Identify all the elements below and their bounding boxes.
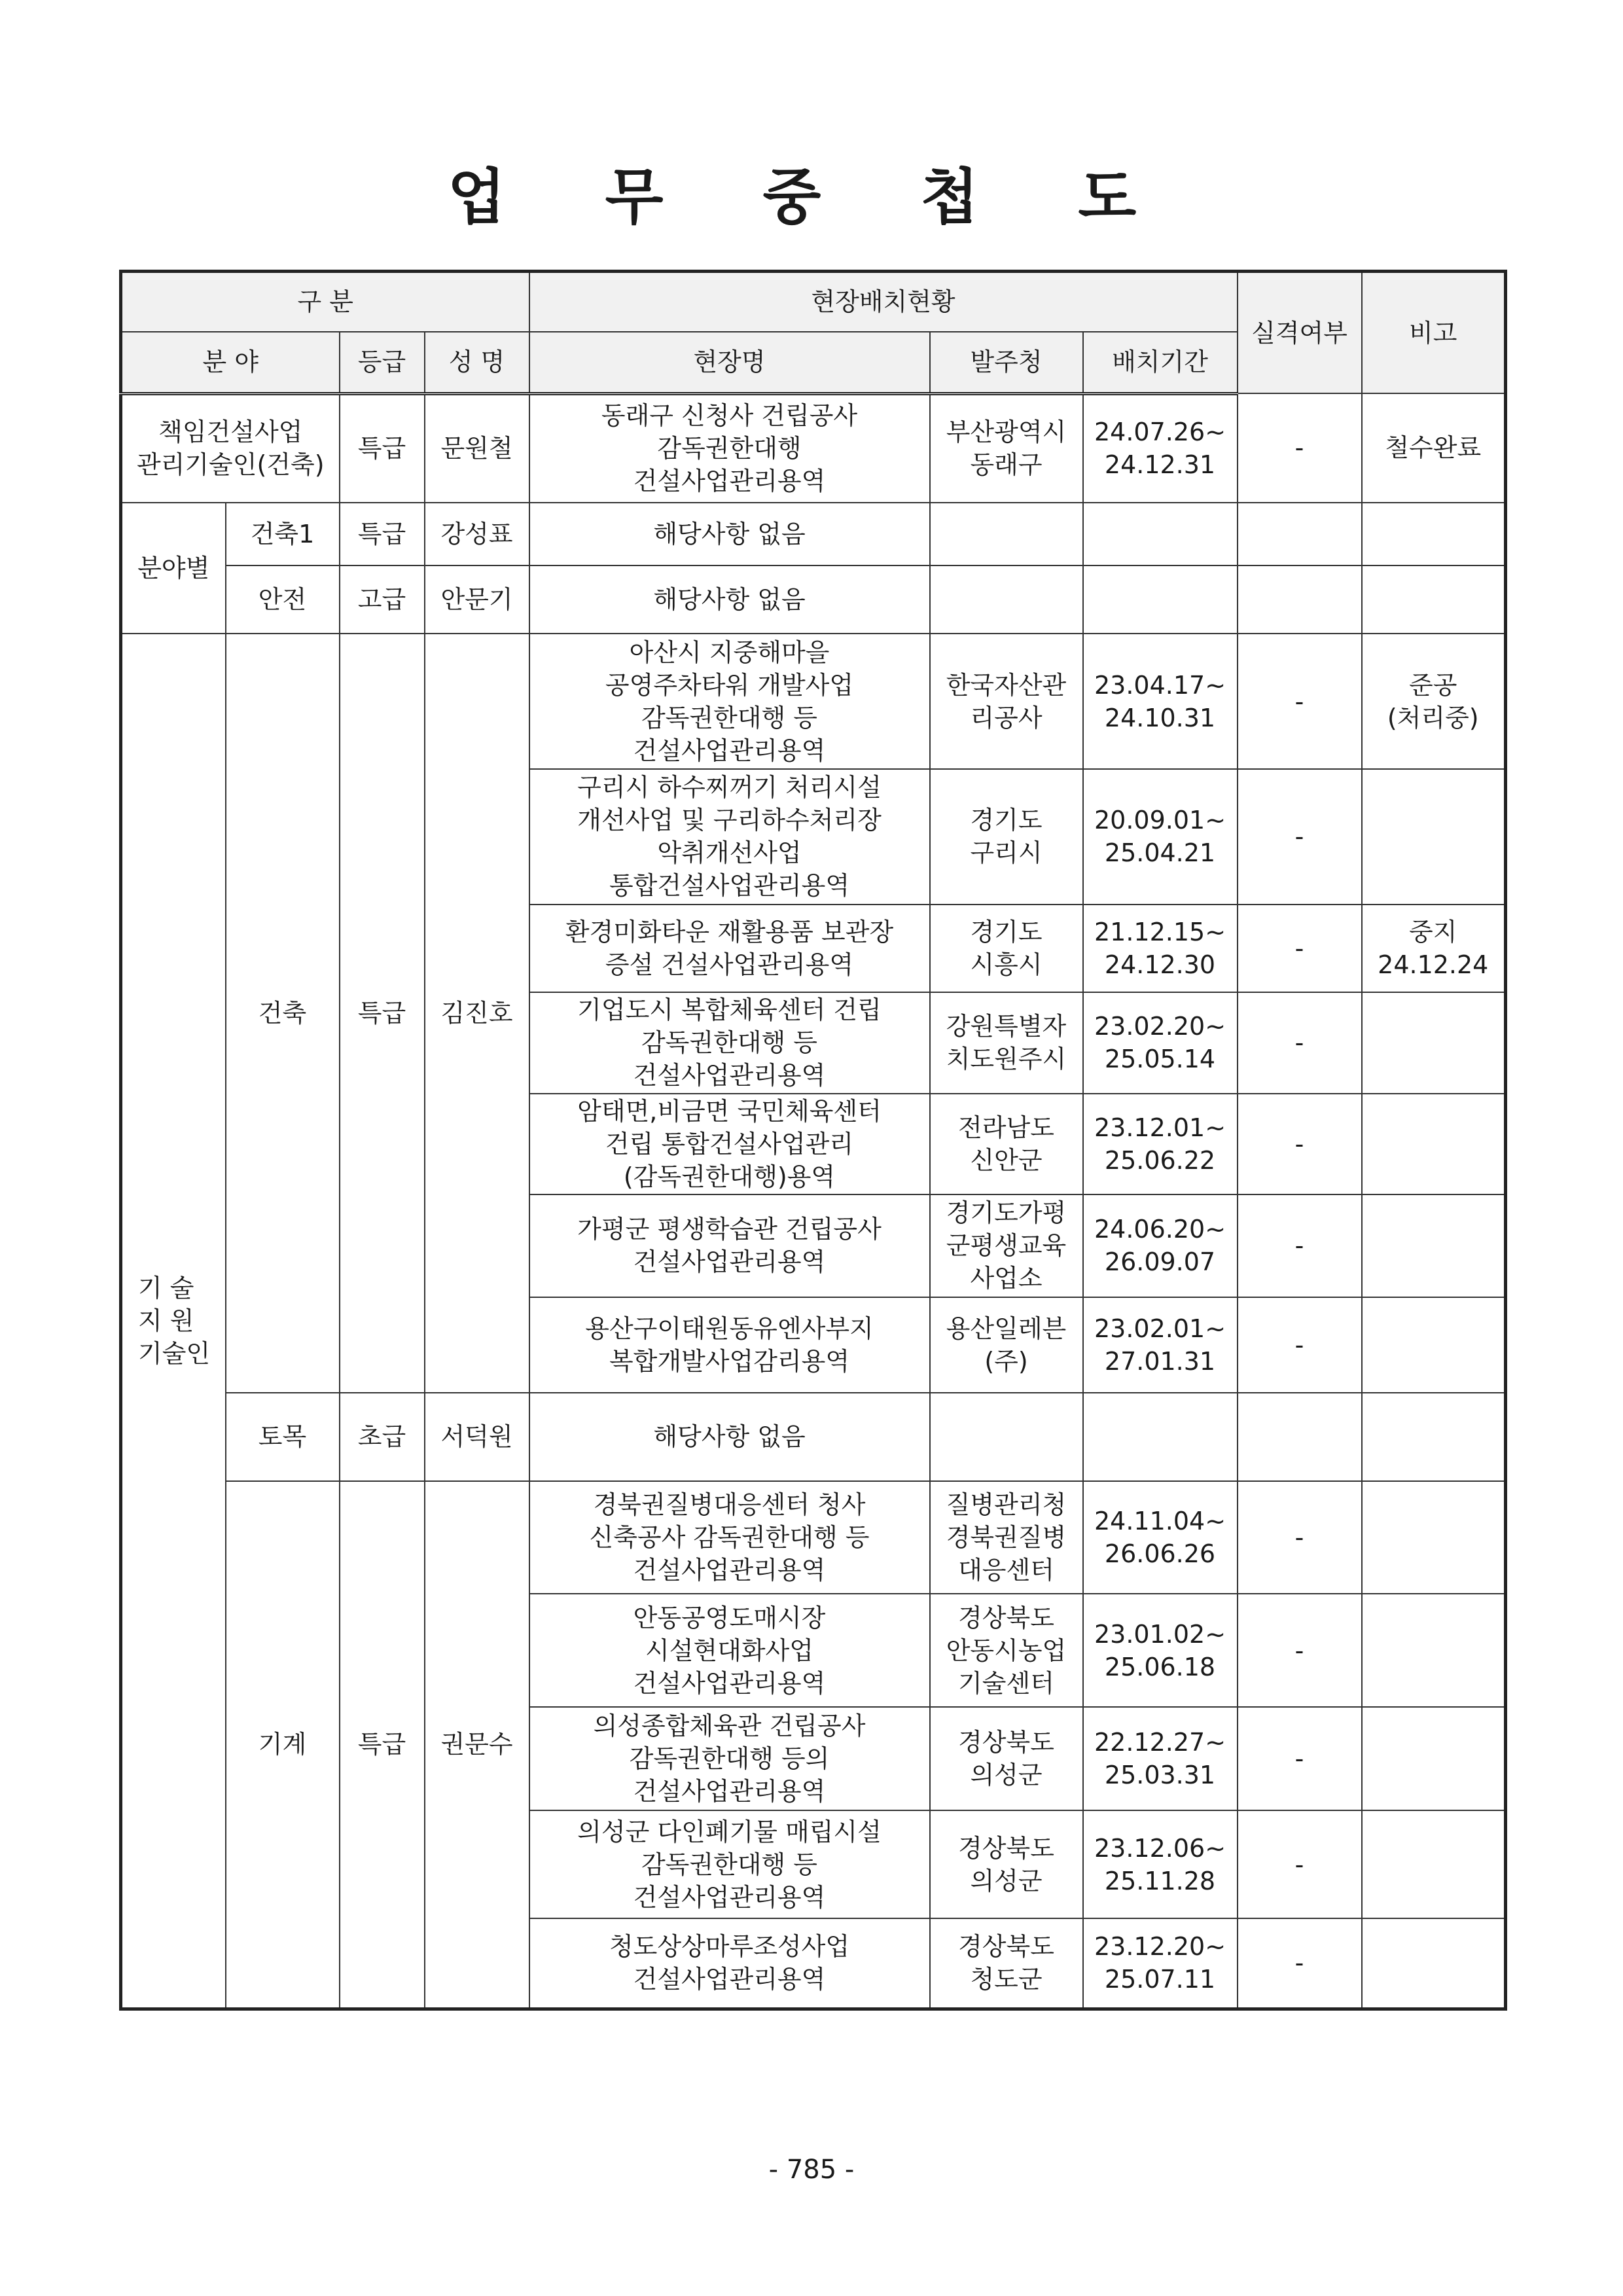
mech-client: 질병관리청 경북권질병 대응센터 xyxy=(930,1481,1083,1594)
mech-remarks xyxy=(1362,1481,1506,1594)
arch-grade: 특급 xyxy=(340,634,425,1393)
empty-cell xyxy=(1083,503,1238,565)
mech-period: 23.12.20~ 25.07.11 xyxy=(1083,1918,1238,2009)
civil-name: 서덕원 xyxy=(425,1393,529,1480)
arch-period: 23.02.20~ 25.05.14 xyxy=(1083,992,1238,1094)
table-row-mech-1 xyxy=(121,1481,1506,1594)
responsible-name: 문원철 xyxy=(425,393,529,503)
table-row-field-1 xyxy=(121,503,1506,565)
arch-remarks: 준공 (처리중) xyxy=(1362,634,1506,769)
table-row-arch-1 xyxy=(121,634,1506,769)
responsible-remarks: 철수완료 xyxy=(1362,393,1506,503)
arch-client: 전라남도 신안군 xyxy=(930,1094,1083,1195)
mech-remarks xyxy=(1362,1707,1506,1811)
arch-period: 23.04.17~ 24.10.31 xyxy=(1083,634,1238,769)
field-row-field: 건축1 xyxy=(226,503,340,565)
header-row-1 xyxy=(121,272,1506,332)
mech-period: 22.12.27~ 25.03.31 xyxy=(1083,1707,1238,1811)
table-row-civil xyxy=(121,1393,1506,1480)
arch-client: 경기도가평 군평생교육 사업소 xyxy=(930,1194,1083,1297)
mech-period: 23.01.02~ 25.06.18 xyxy=(1083,1594,1238,1707)
mech-site: 의성종합체육관 건립공사 감독권한대행 등의 건설사업관리용역 xyxy=(529,1707,930,1811)
mech-remarks xyxy=(1362,1810,1506,1918)
empty-cell xyxy=(1362,1393,1506,1480)
arch-remarks xyxy=(1362,1194,1506,1297)
arch-site: 환경미화타운 재활용품 보관장 증설 건설사업관리용역 xyxy=(529,905,930,992)
mech-client: 경상북도 의성군 xyxy=(930,1810,1083,1918)
empty-cell xyxy=(1238,565,1362,634)
civil-grade: 초급 xyxy=(340,1393,425,1480)
empty-cell xyxy=(1362,565,1506,634)
document-title: 업 무 중 첩 도 xyxy=(447,162,1176,232)
arch-site: 아산시 지중해마을 공영주차타워 개발사업 감독권한대행 등 건설사업관리용역 xyxy=(529,634,930,769)
field-row-name: 안문기 xyxy=(425,565,529,634)
tech-section-label: 기 술 지 원 기술인 xyxy=(121,634,226,2009)
arch-site: 기업도시 복합체육센터 건립 감독권한대행 등 건설사업관리용역 xyxy=(529,992,930,1094)
responsible-site: 동래구 신청사 건립공사 감독권한대행 건설사업관리용역 xyxy=(529,393,930,503)
arch-site: 암태면,비금면 국민체육센터 건립 통합건설사업관리 (감독권한대행)용역 xyxy=(529,1094,930,1195)
arch-client: 강원특별자 치도원주시 xyxy=(930,992,1083,1094)
header-disqualified: 실격여부 xyxy=(1238,272,1362,394)
arch-remarks: 중지 24.12.24 xyxy=(1362,905,1506,992)
mech-site: 안동공영도매시장 시설현대화사업 건설사업관리용역 xyxy=(529,1594,930,1707)
empty-cell xyxy=(1083,1393,1238,1480)
arch-disqualified: - xyxy=(1238,634,1362,769)
arch-remarks xyxy=(1362,769,1506,905)
responsible-grade: 특급 xyxy=(340,393,425,503)
header-client: 발주청 xyxy=(930,332,1083,393)
responsible-field: 책임건설사업 관리기술인(건축) xyxy=(121,393,340,503)
responsible-period: 24.07.26~ 24.12.31 xyxy=(1083,393,1238,503)
arch-remarks xyxy=(1362,1094,1506,1195)
mech-client: 경상북도 청도군 xyxy=(930,1918,1083,2009)
empty-cell xyxy=(1238,503,1362,565)
mech-remarks xyxy=(1362,1918,1506,2009)
empty-cell xyxy=(1238,1393,1362,1480)
mech-site: 청도상상마루조성사업 건설사업관리용역 xyxy=(529,1918,930,2009)
mech-client: 경상북도 의성군 xyxy=(930,1707,1083,1811)
mech-field: 기계 xyxy=(226,1481,340,2009)
empty-cell xyxy=(1083,565,1238,634)
arch-client: 경기도 시흥시 xyxy=(930,905,1083,992)
field-row-grade: 특급 xyxy=(340,503,425,565)
arch-client: 한국자산관 리공사 xyxy=(930,634,1083,769)
empty-cell xyxy=(930,1393,1083,1480)
table-row-responsible xyxy=(121,393,1506,503)
mech-period: 24.11.04~ 26.06.26 xyxy=(1083,1481,1238,1594)
arch-site: 용산구이태원동유엔사부지 복합개발사업감리용역 xyxy=(529,1297,930,1393)
mech-disqualified: - xyxy=(1238,1707,1362,1811)
mech-site: 경북권질병대응센터 청사 신축공사 감독권한대행 등 건설사업관리용역 xyxy=(529,1481,930,1594)
arch-disqualified: - xyxy=(1238,905,1362,992)
page-number: - 785 - xyxy=(768,2155,855,2185)
field-row-grade: 고급 xyxy=(340,565,425,634)
header-name: 성 명 xyxy=(425,332,529,393)
arch-name: 김진호 xyxy=(425,634,529,1393)
header-group: 구 분 xyxy=(121,272,529,332)
responsible-disqualified: - xyxy=(1238,393,1362,503)
arch-remarks xyxy=(1362,992,1506,1094)
empty-cell xyxy=(1362,503,1506,565)
header-field: 분 야 xyxy=(121,332,340,393)
overlap-table xyxy=(119,270,1507,2011)
arch-client: 용산일레븐 (주) xyxy=(930,1297,1083,1393)
empty-cell xyxy=(930,565,1083,634)
arch-remarks xyxy=(1362,1297,1506,1393)
civil-site: 해당사항 없음 xyxy=(529,1393,930,1480)
mech-disqualified: - xyxy=(1238,1594,1362,1707)
mech-remarks xyxy=(1362,1594,1506,1707)
arch-disqualified: - xyxy=(1238,769,1362,905)
arch-disqualified: - xyxy=(1238,1297,1362,1393)
empty-cell xyxy=(930,503,1083,565)
mech-disqualified: - xyxy=(1238,1810,1362,1918)
arch-site: 가평군 평생학습관 건립공사 건설사업관리용역 xyxy=(529,1194,930,1297)
arch-site: 구리시 하수찌꺼기 처리시설 개선사업 및 구리하수처리장 악취개선사업 통합건설사업관리용역 xyxy=(529,769,930,905)
field-row-field: 안전 xyxy=(226,565,340,634)
header-remarks: 비고 xyxy=(1362,272,1506,394)
header-site-name: 현장명 xyxy=(529,332,930,393)
arch-period: 23.12.01~ 25.06.22 xyxy=(1083,1094,1238,1195)
mech-site: 의성군 다인폐기물 매립시설 감독권한대행 등 건설사업관리용역 xyxy=(529,1810,930,1918)
field-row-name: 강성표 xyxy=(425,503,529,565)
field-row-site: 해당사항 없음 xyxy=(529,565,930,634)
arch-client: 경기도 구리시 xyxy=(930,769,1083,905)
arch-period: 21.12.15~ 24.12.30 xyxy=(1083,905,1238,992)
responsible-client: 부산광역시 동래구 xyxy=(930,393,1083,503)
arch-disqualified: - xyxy=(1238,1094,1362,1195)
field-row-site: 해당사항 없음 xyxy=(529,503,930,565)
mech-grade: 특급 xyxy=(340,1481,425,2009)
header-grade: 등급 xyxy=(340,332,425,393)
mech-disqualified: - xyxy=(1238,1481,1362,1594)
header-period: 배치기간 xyxy=(1083,332,1238,393)
mech-period: 23.12.06~ 25.11.28 xyxy=(1083,1810,1238,1918)
mech-disqualified: - xyxy=(1238,1918,1362,2009)
arch-disqualified: - xyxy=(1238,1194,1362,1297)
mech-client: 경상북도 안동시농업 기술센터 xyxy=(930,1594,1083,1707)
arch-period: 23.02.01~ 27.01.31 xyxy=(1083,1297,1238,1393)
header-site-status: 현장배치현황 xyxy=(529,272,1238,332)
arch-field: 건축 xyxy=(226,634,340,1393)
table-row-field-2 xyxy=(121,565,1506,634)
mech-name: 권문수 xyxy=(425,1481,529,2009)
field-section-label: 분야별 xyxy=(121,503,226,634)
civil-field: 토목 xyxy=(226,1393,340,1480)
arch-period: 20.09.01~ 25.04.21 xyxy=(1083,769,1238,905)
arch-disqualified: - xyxy=(1238,992,1362,1094)
arch-period: 24.06.20~ 26.09.07 xyxy=(1083,1194,1238,1297)
